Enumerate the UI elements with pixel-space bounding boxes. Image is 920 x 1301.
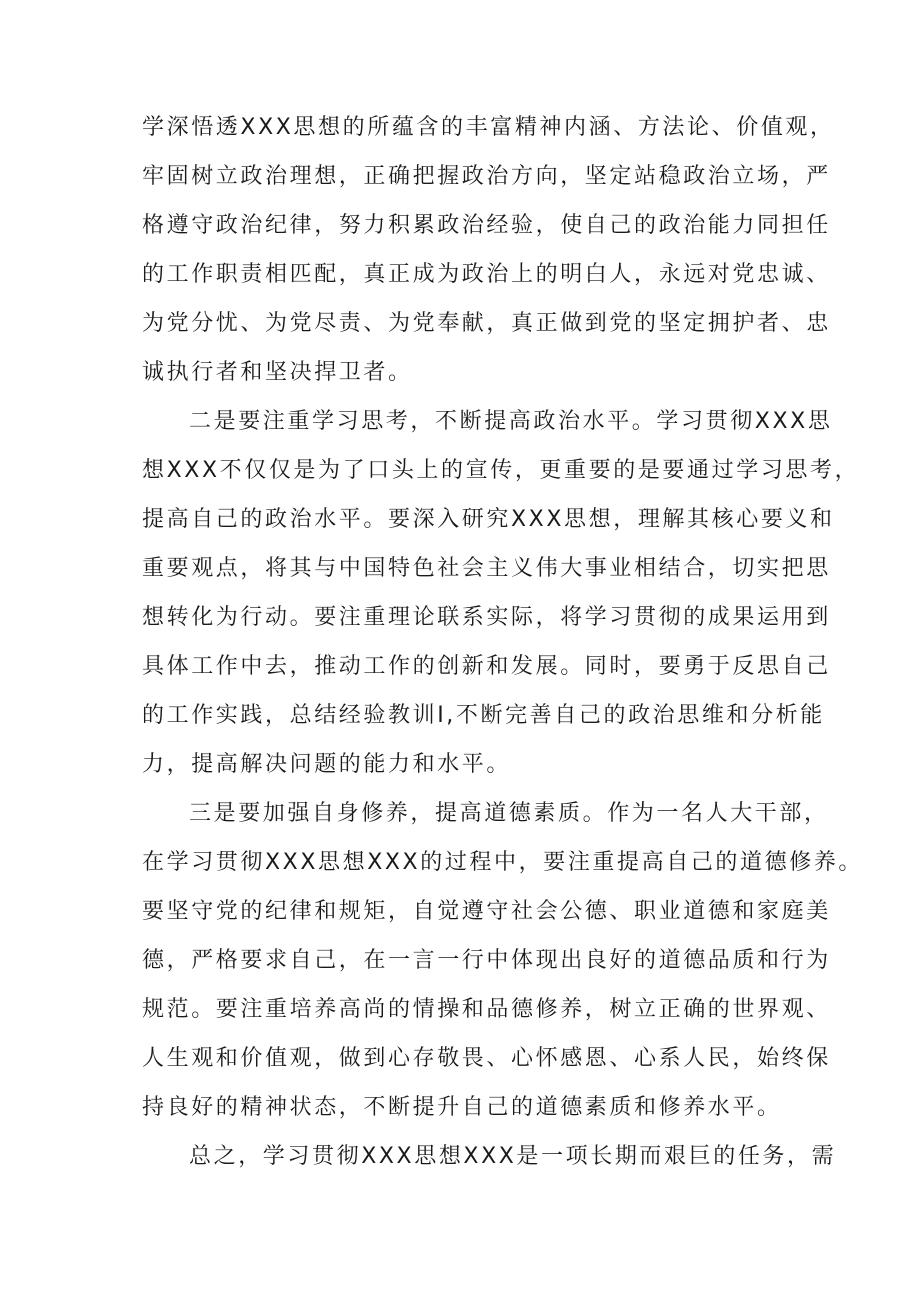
text-line: 具体工作中去，推动工作的创新和发展。同时，要勇于反思自己 bbox=[142, 654, 831, 679]
paragraph-start-line: 三是要加强自身修养，提高道德素质。作为一名人大干部， bbox=[189, 801, 829, 826]
paragraph-start-line: 总之，学习贯彻XXX思想XXX是一项长期而艰巨的任务，需 bbox=[189, 1144, 837, 1169]
text-line: 想转化为行动。要注重理论联系实际，将学习贯彻的成果运用到 bbox=[142, 605, 831, 630]
text-line: 在学习贯彻XXX思想XXX的过程中，要注重提高自己的道德修养。 bbox=[142, 850, 864, 875]
text-line: 要坚守党的纪律和规矩，自觉遵守社会公德、职业道德和家庭美 bbox=[142, 899, 831, 924]
text-line: 学深悟透XXX思想的所蕴含的丰富精神内涵、方法论、价值观， bbox=[142, 115, 835, 140]
paragraph-start-line: 二是要注重学习思考，不断提高政治水平。学习贯彻XXX思 bbox=[189, 409, 833, 434]
text-line: 的工作实践，总结经验教训I,不断完善自己的政治思维和分析能 bbox=[142, 703, 825, 728]
text-line: 规范。要注重培养高尚的情操和品德修养，树立正确的世界观、 bbox=[142, 997, 831, 1022]
text-line: 的工作职责相匹配，真正成为政治上的明白人，永远对党忠诚、 bbox=[142, 262, 831, 287]
text-line: 牢固树立政治理想，正确把握政治方向，坚定站稳政治立场，严 bbox=[142, 164, 831, 189]
text-line: 力，提高解决问题的能力和水平。 bbox=[142, 752, 512, 777]
text-line: 为党分忧、为党尽责、为党奉献，真正做到党的坚定拥护者、忠 bbox=[142, 311, 831, 336]
text-line: 德，严格要求自己，在一言一行中体现出良好的道德品质和行为 bbox=[142, 948, 831, 973]
text-line: 人生观和价值观，做到心存敬畏、心怀感恩、心系人民，始终保 bbox=[142, 1046, 831, 1071]
text-line: 提高自己的政治水平。要深入研究XXX思想，理解其核心要义和 bbox=[142, 507, 835, 532]
document-body bbox=[142, 103, 864, 1181]
text-line: 诚执行者和坚决捍卫者。 bbox=[142, 360, 413, 385]
text-line: 重要观点，将其与中国特色社会主义伟大事业相结合，切实把思 bbox=[142, 556, 831, 581]
text-line: 格遵守政治纪律，努力积累政治经验，使自己的政治能力同担任 bbox=[142, 213, 831, 238]
text-line: 想XXX不仅仅是为了口头上的宣传，更重要的是要通过学习思考， bbox=[142, 458, 860, 483]
text-line: 持良好的精神状态，不断提升自己的道德素质和修养水平。 bbox=[142, 1095, 782, 1120]
